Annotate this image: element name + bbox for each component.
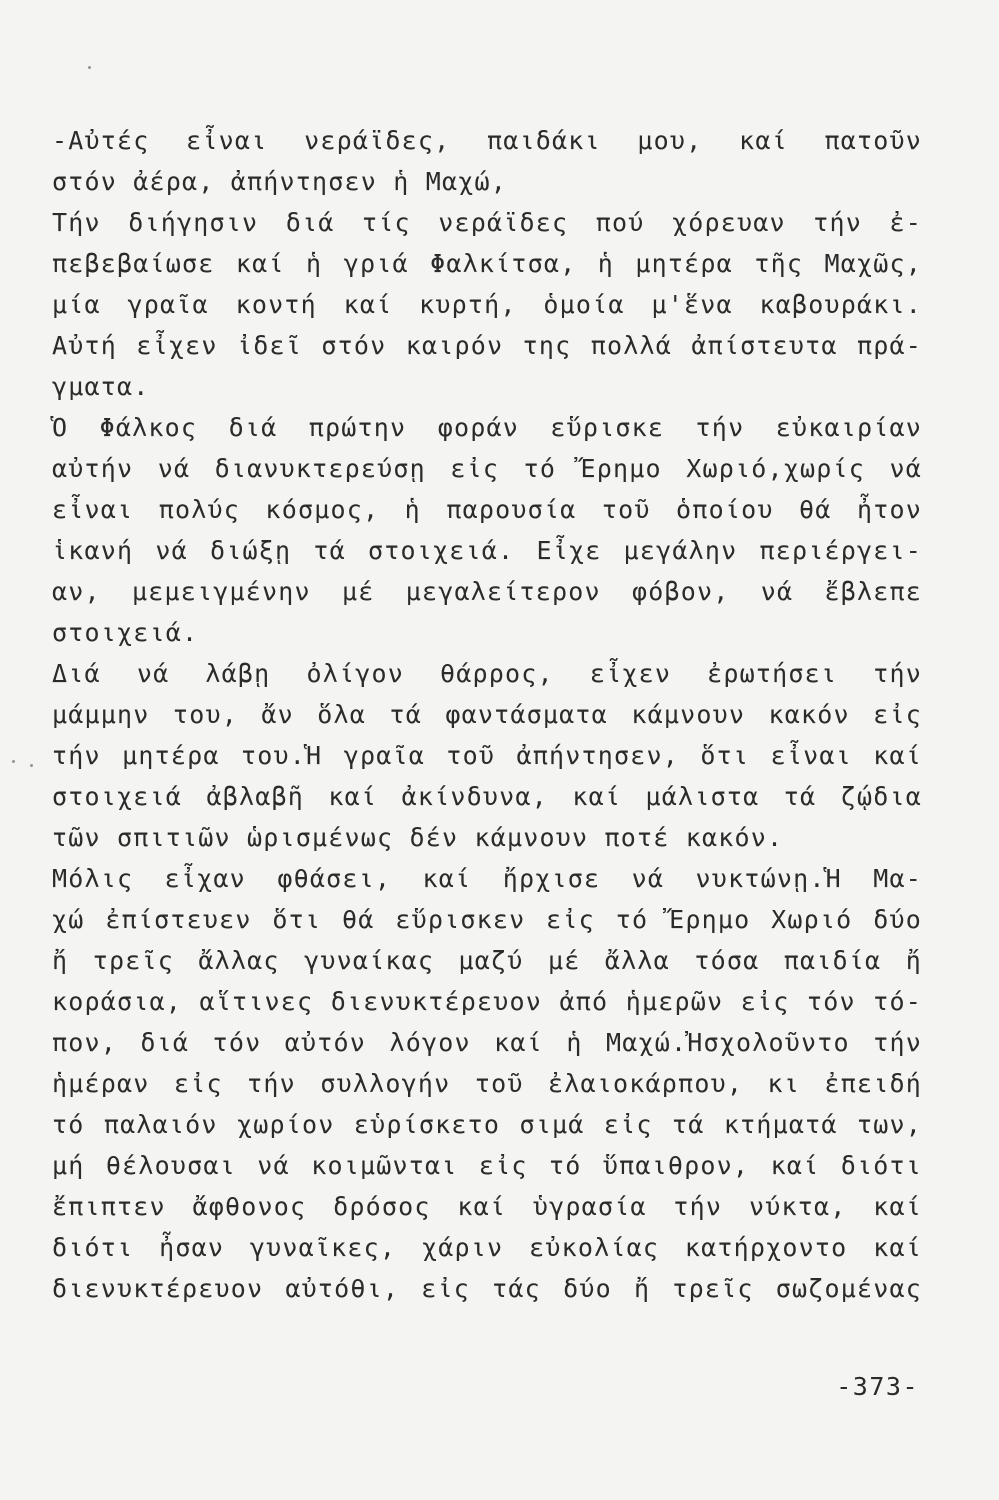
text-line: Ὁ Φάλκος διά πρώτην φοράν εὕρισκε τήν εὐκαιρίαν xyxy=(52,413,922,442)
text-line: στοιχειά ἀβλαβῆ καί ἀκίνδυνα, καί μάλιστα τά ζῴδια xyxy=(52,782,922,811)
text-line: μή θέλουσαι νά κοιμῶνται εἰς τό ὕπαιθρον, καί διότι xyxy=(52,1151,922,1180)
text-line: Αὐτή εἶχεν ἰδεῖ στόν καιρόν της πολλά ἀπίστευτα πρά- xyxy=(52,331,922,360)
text-line: πεβεβαίωσε καί ἡ γριά Φαλκίτσα, ἡ μητέρα τῆς Μαχῶς, xyxy=(52,249,922,278)
text-line: ἡμέραν εἰς τήν συλλογήν τοῦ ἐλαιοκάρπου, κι ἐπειδή xyxy=(52,1069,922,1098)
text-line: τήν μητέρα του.Ἡ γραῖα τοῦ ἀπήντησεν, ὅτι εἶναι καί xyxy=(52,741,922,770)
text-line: Τήν διήγησιν διά τίς νεράϊδες πού χόρευαν τήν ἐ- xyxy=(52,208,922,237)
text-line: τῶν σπιτιῶν ὡρισμένως δέν κάμνουν ποτέ κακόν. xyxy=(52,823,784,852)
scan-speck xyxy=(12,760,15,763)
text-line: αν, μεμειγμένην μέ μεγαλείτερον φόβον, νά ἔβλεπε xyxy=(52,577,922,606)
text-line: Μόλις εἶχαν φθάσει, καί ἤρχισε νά νυκτώνῃ.Ἡ Μα- xyxy=(52,864,922,893)
text-line: τό παλαιόν χωρίον εὑρίσκετο σιμά εἰς τά κτήματά των, xyxy=(52,1110,922,1139)
text-line: στόν ἀέρα, ἀπήντησεν ἡ Μαχώ, xyxy=(52,167,508,196)
text-line: χώ ἐπίστευεν ὅτι θά εὕρισκεν εἰς τό Ἔρημο Χωριό δύο xyxy=(52,905,922,934)
text-line: πον, διά τόν αὐτόν λόγον καί ἡ Μαχώ.Ἠσχολοῦντο τήν xyxy=(52,1028,922,1057)
text-line: -Αὐτές εἶναι νεράϊδες, παιδάκι μου, καί πατοῦν xyxy=(52,126,922,155)
text-line: κοράσια, αἵτινες διενυκτέρευον ἀπό ἡμερῶν εἰς τόν τό- xyxy=(52,987,922,1016)
text-line: γματα. xyxy=(52,372,150,401)
scan-speck xyxy=(88,66,91,69)
text-line: μία γραῖα κοντή καί κυρτή, ὁμοία μ'ἕνα καβουράκι. xyxy=(52,290,922,319)
text-line: μάμμην του, ἄν ὅλα τά φαντάσματα κάμνουν κακόν εἰς xyxy=(52,700,922,729)
text-line: διενυκτέρευον αὐτόθι, εἰς τάς δύο ἤ τρεῖς σωζομένας xyxy=(52,1274,922,1303)
text-line: ἱκανή νά διώξῃ τά στοιχειά. Εἶχε μεγάλην περιέργει- xyxy=(52,536,922,565)
scan-speck xyxy=(30,764,33,767)
text-line: Διά νά λάβῃ ὀλίγον θάρρος, εἶχεν ἐρωτήσει τήν xyxy=(52,659,922,688)
text-line: διότι ἦσαν γυναῖκες, χάριν εὐκολίας κατήρχοντο καί xyxy=(52,1233,922,1262)
text-line: αὐτήν νά διανυκτερεύσῃ εἰς τό Ἔρημο Χωριό,χωρίς νά xyxy=(52,454,922,483)
text-line: ἤ τρεῖς ἄλλας γυναίκας μαζύ μέ ἄλλα τόσα παιδία ἤ xyxy=(52,946,922,975)
text-line: ἔπιπτεν ἄφθονος δρόσος καί ὑγρασία τήν νύκτα, καί xyxy=(52,1192,922,1221)
page-number: -373- xyxy=(836,1372,919,1401)
text-line: εἶναι πολύς κόσμος, ἡ παρουσία τοῦ ὁποίου θά ἦτον xyxy=(52,495,922,524)
text-line: στοιχειά. xyxy=(52,618,199,647)
